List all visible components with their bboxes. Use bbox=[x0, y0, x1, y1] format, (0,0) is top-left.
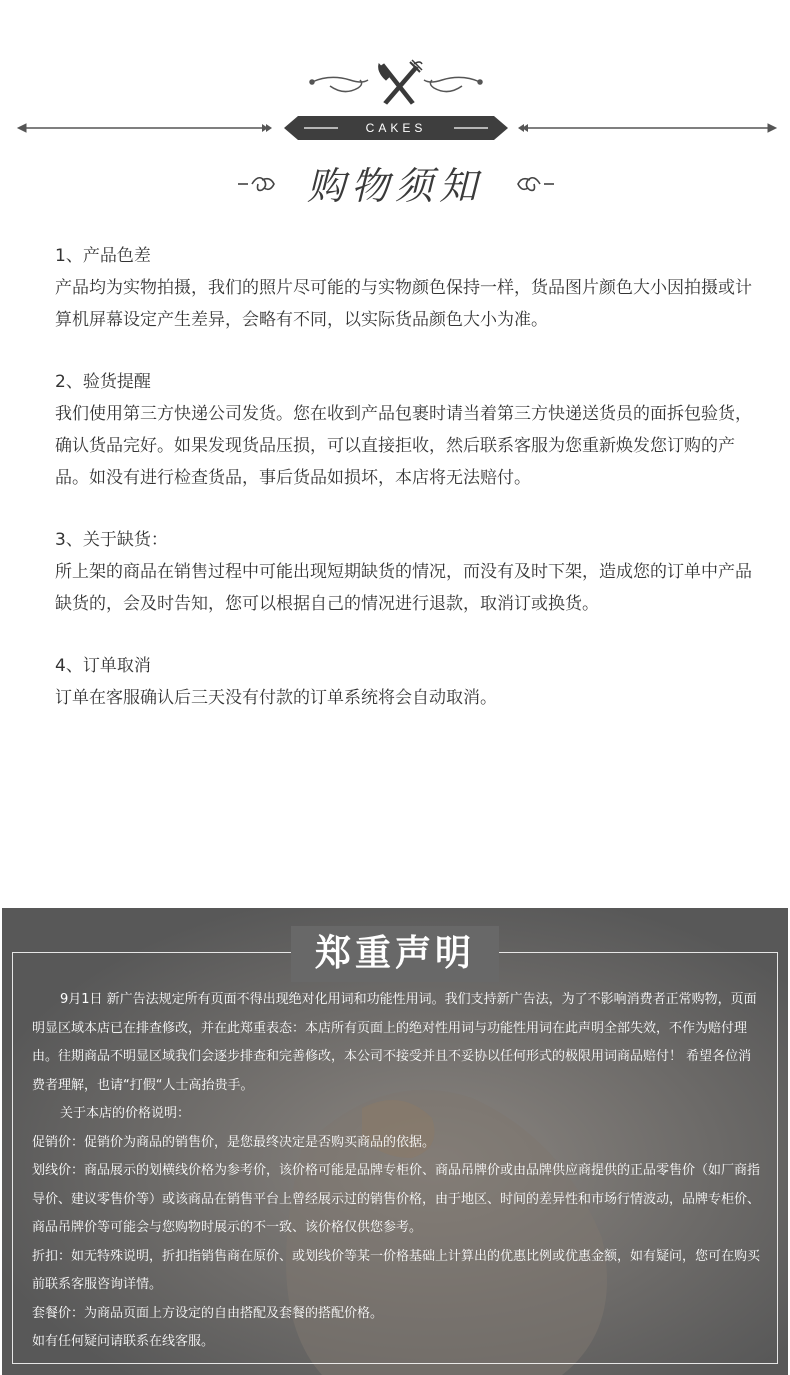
declaration-title: 郑重声明 bbox=[291, 926, 499, 982]
notice-section-color bbox=[55, 240, 755, 336]
section-heading: 4、订单取消 bbox=[55, 656, 151, 676]
flourish-icon-title-left bbox=[238, 178, 274, 191]
section-heading: 3、关于缺货： bbox=[55, 530, 168, 550]
declaration-panel bbox=[2, 908, 788, 1375]
notice-section-inspection bbox=[55, 366, 755, 494]
fork-knife-icon bbox=[379, 60, 422, 104]
section-heading: 2、验货提醒 bbox=[55, 372, 151, 392]
declaration-paragraph: 促销价：促销价为商品的销售价，是您最终决定是否购买商品的依据。 bbox=[32, 1134, 436, 1150]
declaration-paragraph: 关于本店的价格说明： bbox=[60, 1106, 191, 1121]
arrow-icon-right bbox=[518, 124, 776, 132]
panel-title-wrap bbox=[2, 926, 788, 982]
section-body: 产品均为实物拍摄，我们的照片尽可能的与实物颜色保持一样，货品图片颜色大小因拍摄或计算机屏幕设定产生差异，会略有不同，以实际货品颜色大小为准。 bbox=[55, 278, 752, 330]
section-body: 我们使用第三方快递公司发货。您在收到产品包裹时请当着第三方快递送货员的面拆包验货，确认货品完好。如果发现货品压损，可以直接拒收，然后联系客服为您重新焕发您订购的产品。如没有进行检查货品，事后货品如损坏，本店将无法赔付。 bbox=[55, 404, 752, 488]
declaration-paragraph: 划线价：商品展示的划横线价格为参考价，该价格可能是品牌专柜价、商品吊牌价或由品牌供应商提供的正品零售价（如厂商指导价、建议零售价等）或该商品在销售平台上曾经展示过的销售价格，由于地区、时间的差异性和市场行情波动，品牌专柜价、商品吊牌价等可能会与您购物时展示的不一致、该价格仅供您参考。 bbox=[32, 1163, 761, 1235]
section-body: 订单在客服确认后三天没有付款的订单系统将会自动取消。 bbox=[55, 688, 497, 708]
flourish-icon-title-right bbox=[518, 178, 554, 191]
flourish-icon-left-top bbox=[310, 77, 368, 91]
notice-section-cancel bbox=[55, 650, 755, 714]
section-heading: 1、产品色差 bbox=[55, 246, 151, 266]
declaration-paragraph: 折扣：如无特殊说明，折扣指销售商在原价、或划线价等某一价格基础上计算出的优惠比例或优惠金额，如有疑问，您可在购买前联系客服咨询详情。 bbox=[32, 1248, 761, 1292]
declaration-text bbox=[32, 986, 760, 1357]
header-ornament bbox=[0, 0, 790, 230]
declaration-paragraph: 9月1日 新广告法规定所有页面不得出现绝对化用词和功能性用词。我们支持新广告法，为了不影响消费者正常购物，页面明显区域本店已在排查修改，并在此郑重表态：本店所有页面上的绝对性用词与功能性用词在此声明全部失效，不作为赔付理由。往期商品不明显区域我们会逐步排查和完善修改，本公司不接受并且不妥协以任何形式的极限用词商品赔付！ 希望各位消费者理解，也请“打假“人士高抬贵手。 bbox=[32, 992, 757, 1093]
notice-section-stockout bbox=[55, 524, 755, 620]
flourish-icon-right-top bbox=[424, 77, 482, 91]
page-title: 购物须知 bbox=[306, 164, 483, 208]
declaration-paragraph: 套餐价：为商品页面上方设定的自由搭配及套餐的搭配价格。 bbox=[32, 1305, 384, 1321]
brand-label: CAKES bbox=[365, 121, 427, 135]
declaration-paragraph: 如有任何疑问请联系在线客服。 bbox=[32, 1334, 215, 1349]
arrow-icon-left bbox=[18, 124, 272, 132]
section-body: 所上架的商品在销售过程中可能出现短期缺货的情况，而没有及时下架，造成您的订单中产品缺货的，会及时告知，您可以根据自己的情况进行退款，取消订或换货。 bbox=[55, 562, 752, 614]
shopping-notice bbox=[55, 240, 755, 744]
